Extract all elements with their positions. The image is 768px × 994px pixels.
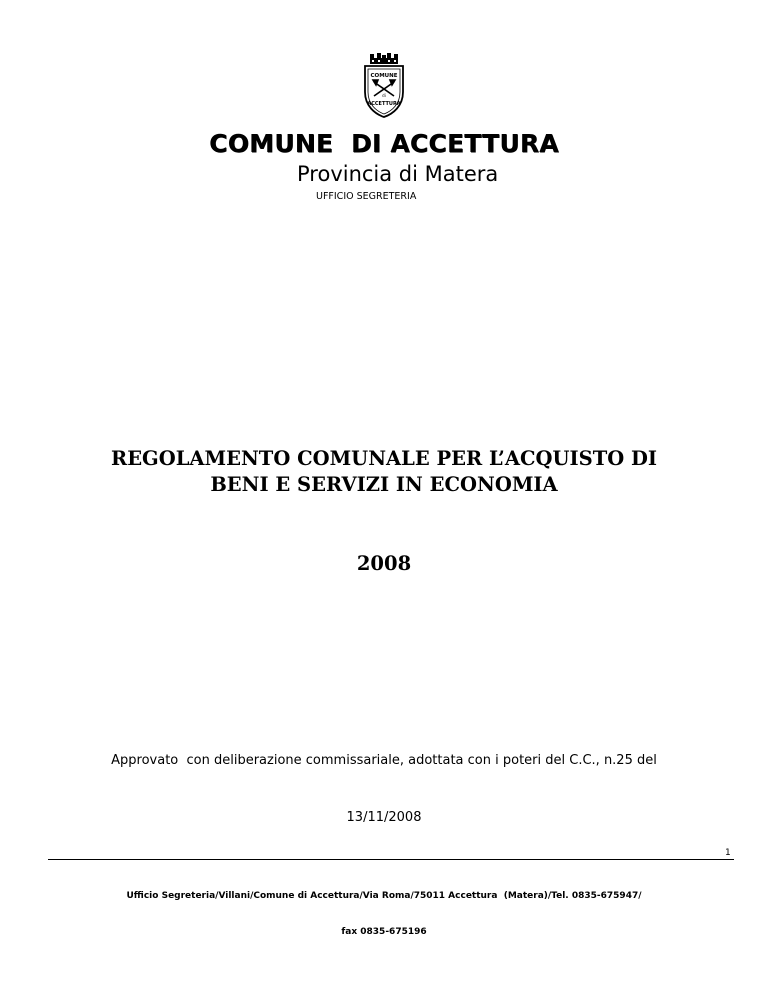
footer-contact: [0, 866, 768, 950]
provincia-subtitle: Provincia di Matera: [297, 162, 499, 186]
municipal-coat-of-arms-icon: [361, 52, 407, 118]
regulation-title-line-1: REGOLAMENTO COMUNALE PER L’ACQUISTO DI: [110, 447, 658, 470]
regulation-title: [0, 446, 768, 498]
approval-line-2: 13/11/2008: [346, 810, 422, 825]
crest-text-mid: di: [382, 93, 386, 98]
footer-line-1: Ufficio Segreteria/Villani/Comune di Accettura/Via Roma/75011 Accettura (Matera)/Tel. 0835-675947/: [126, 891, 642, 901]
approval-note: [0, 713, 768, 846]
crown-icon: [370, 53, 398, 64]
crest-text-bottom: ACCETTURA: [367, 101, 401, 107]
approval-line-1: Approvato con deliberazione commissariale, adottata con i poteri del C.C., n.25 del: [111, 753, 657, 768]
office-label: UFFICIO SEGRETERIA: [316, 191, 417, 202]
comune-title: COMUNE DI ACCETTURA: [209, 129, 559, 158]
page-number: 1: [725, 848, 731, 858]
footer-divider: [48, 859, 734, 860]
crest-text-top: COMUNE: [370, 73, 398, 79]
regulation-title-line-2: BENI E SERVIZI IN ECONOMIA: [210, 473, 558, 496]
document-year: 2008: [356, 552, 412, 575]
footer-line-2: fax 0835-675196: [341, 927, 427, 937]
